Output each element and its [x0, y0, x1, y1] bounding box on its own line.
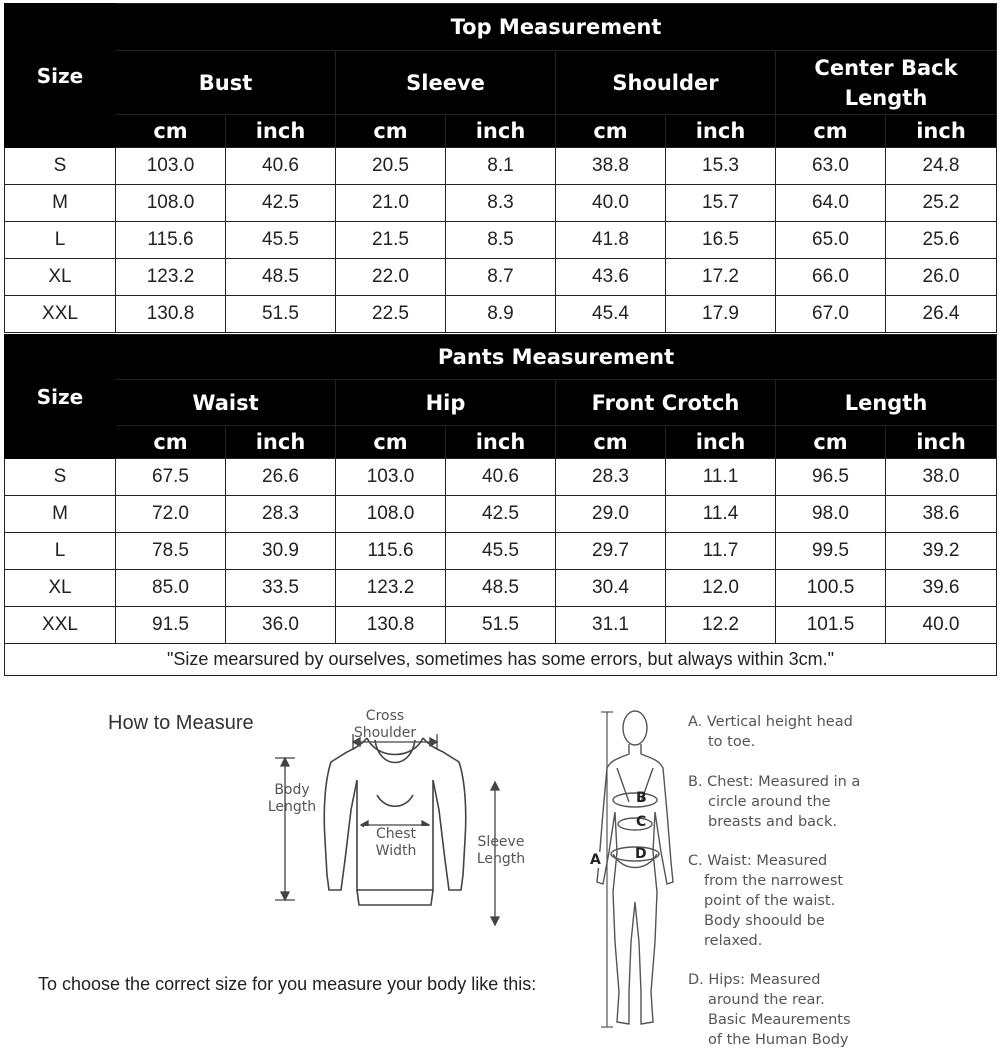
unit-header: inch — [226, 115, 336, 148]
table-cell: 15.3 — [666, 148, 776, 185]
unit-header: inch — [226, 426, 336, 459]
table-cell: 11.1 — [666, 459, 776, 496]
unit-header: cm — [776, 115, 886, 148]
sleeve-length-label: Sleeve Length — [476, 834, 526, 867]
table-cell: 26.4 — [886, 296, 997, 333]
table-cell: 108.0 — [336, 496, 446, 533]
table-row — [5, 296, 997, 333]
table-cell: 21.5 — [336, 222, 446, 259]
table-cell: 130.8 — [336, 607, 446, 644]
table-cell: 31.1 — [556, 607, 666, 644]
how-to-measure-title: How to Measure — [108, 712, 254, 734]
human-body-icon — [585, 702, 685, 1042]
size-cell: S — [5, 148, 116, 185]
unit-header: inch — [886, 115, 997, 148]
table-cell: 115.6 — [336, 533, 446, 570]
table-cell: 38.8 — [556, 148, 666, 185]
table-cell: 40.6 — [226, 148, 336, 185]
table-cell: 25.2 — [886, 185, 997, 222]
table-cell: 28.3 — [556, 459, 666, 496]
table-cell: 12.0 — [666, 570, 776, 607]
table-cell: 103.0 — [336, 459, 446, 496]
column-group-header: Length — [776, 380, 997, 426]
column-group-header: Bust — [116, 51, 336, 115]
table-cell: 17.9 — [666, 296, 776, 333]
table-cell: 33.5 — [226, 570, 336, 607]
table-cell: 29.0 — [556, 496, 666, 533]
table-cell: 130.8 — [116, 296, 226, 333]
unit-header: inch — [666, 115, 776, 148]
table-cell: 100.5 — [776, 570, 886, 607]
table-cell: 115.6 — [116, 222, 226, 259]
body-point-b: B — [636, 790, 647, 806]
unit-header: cm — [116, 426, 226, 459]
table-cell: 15.7 — [666, 185, 776, 222]
unit-header: inch — [886, 426, 997, 459]
table-cell: 51.5 — [226, 296, 336, 333]
table-cell: 65.0 — [776, 222, 886, 259]
table-cell: 123.2 — [336, 570, 446, 607]
table-cell: 24.8 — [886, 148, 997, 185]
body-point-d: D — [635, 846, 647, 862]
size-cell: L — [5, 533, 116, 570]
note-b: B. Chest: Measured in a circle around the breasts and back. — [688, 774, 861, 830]
table-row — [5, 533, 997, 570]
table-cell: 42.5 — [226, 185, 336, 222]
table-cell: 39.6 — [886, 570, 997, 607]
column-group-header: Hip — [336, 380, 556, 426]
table-cell: 103.0 — [116, 148, 226, 185]
size-cell: M — [5, 185, 116, 222]
table-row — [5, 222, 997, 259]
table-cell: 67.5 — [116, 459, 226, 496]
table-cell: 8.3 — [446, 185, 556, 222]
column-group-header: Waist — [116, 380, 336, 426]
unit-header: inch — [446, 426, 556, 459]
table-cell: 28.3 — [226, 496, 336, 533]
table-cell: 72.0 — [116, 496, 226, 533]
column-group-header: Sleeve — [336, 51, 556, 115]
size-cell: XXL — [5, 296, 116, 333]
table-row — [5, 607, 997, 644]
size-header: Size — [5, 335, 116, 459]
table-row — [5, 459, 997, 496]
unit-header: inch — [666, 426, 776, 459]
table-cell: 108.0 — [116, 185, 226, 222]
table-cell: 98.0 — [776, 496, 886, 533]
table-cell: 21.0 — [336, 185, 446, 222]
column-group-header: Center Back Length — [776, 51, 997, 115]
table-cell: 30.4 — [556, 570, 666, 607]
unit-header: cm — [776, 426, 886, 459]
size-cell: S — [5, 459, 116, 496]
table-cell: 39.2 — [886, 533, 997, 570]
table-cell: 48.5 — [226, 259, 336, 296]
table-title: Pants Measurement — [116, 335, 997, 380]
body-length-label: Body Length — [267, 782, 317, 815]
size-header: Size — [5, 4, 116, 148]
table-cell: 22.0 — [336, 259, 446, 296]
table-cell: 26.0 — [886, 259, 997, 296]
table-cell: 20.5 — [336, 148, 446, 185]
sweatshirt-outline-icon — [324, 738, 466, 905]
table-cell: 64.0 — [776, 185, 886, 222]
table-cell: 45.5 — [446, 533, 556, 570]
table-cell: 48.5 — [446, 570, 556, 607]
size-cell: XXL — [5, 607, 116, 644]
table-cell: 63.0 — [776, 148, 886, 185]
size-cell: XL — [5, 259, 116, 296]
table-row — [5, 259, 997, 296]
top-measurement-table — [4, 3, 997, 333]
unit-header: inch — [446, 115, 556, 148]
table-cell: 8.7 — [446, 259, 556, 296]
table-cell: 78.5 — [116, 533, 226, 570]
table-cell: 12.2 — [666, 607, 776, 644]
table-cell: 45.5 — [226, 222, 336, 259]
column-group-header: Shoulder — [556, 51, 776, 115]
table-cell: 42.5 — [446, 496, 556, 533]
table-cell: 43.6 — [556, 259, 666, 296]
table-row — [5, 570, 997, 607]
note-c: C. Waist: Measured from the narrowest point of the waist. Body shoould be relaxed. — [688, 853, 844, 949]
table-cell: 66.0 — [776, 259, 886, 296]
pants-measurement-table — [4, 334, 997, 676]
table-cell: 30.9 — [226, 533, 336, 570]
unit-header: cm — [556, 426, 666, 459]
table-cell: 45.4 — [556, 296, 666, 333]
table-cell: 99.5 — [776, 533, 886, 570]
table-cell: 8.9 — [446, 296, 556, 333]
unit-header: cm — [556, 115, 666, 148]
table-cell: 11.4 — [666, 496, 776, 533]
table-cell: 26.6 — [226, 459, 336, 496]
table-cell: 123.2 — [116, 259, 226, 296]
table-cell: 36.0 — [226, 607, 336, 644]
table-cell: 8.1 — [446, 148, 556, 185]
table-cell: 16.5 — [666, 222, 776, 259]
unit-header: cm — [116, 115, 226, 148]
unit-header: cm — [336, 426, 446, 459]
chest-width-label: Chest Width — [364, 826, 428, 860]
body-point-a: A — [590, 852, 601, 868]
cross-shoulder-label: Cross Shoulder — [353, 708, 417, 741]
table-cell: 85.0 — [116, 570, 226, 607]
table-cell: 67.0 — [776, 296, 886, 333]
table-cell: 38.6 — [886, 496, 997, 533]
size-cell: XL — [5, 570, 116, 607]
table-cell: 22.5 — [336, 296, 446, 333]
table-cell: 25.6 — [886, 222, 997, 259]
table-row — [5, 185, 997, 222]
table-cell: 41.8 — [556, 222, 666, 259]
table-cell: 40.0 — [886, 607, 997, 644]
table-cell: 29.7 — [556, 533, 666, 570]
choose-size-instruction: To choose the correct size for you measure your body like this: — [38, 974, 537, 994]
table-cell: 38.0 — [886, 459, 997, 496]
table-cell: 8.5 — [446, 222, 556, 259]
table-row — [5, 148, 997, 185]
table-cell: 17.2 — [666, 259, 776, 296]
note-a: A. Vertical height head to toe. — [688, 714, 853, 750]
table-cell: 96.5 — [776, 459, 886, 496]
body-point-c: C — [636, 814, 647, 830]
size-cell: M — [5, 496, 116, 533]
table-cell: 40.0 — [556, 185, 666, 222]
unit-header: cm — [336, 115, 446, 148]
table-row — [5, 496, 997, 533]
table-title: Top Measurement — [116, 4, 997, 51]
table-cell: 101.5 — [776, 607, 886, 644]
size-cell: L — [5, 222, 116, 259]
column-group-header: Front Crotch — [556, 380, 776, 426]
table-cell: 11.7 — [666, 533, 776, 570]
table-cell: 91.5 — [116, 607, 226, 644]
table-cell: 40.6 — [446, 459, 556, 496]
note-d: D. Hips: Measured around the rear. Basic Meaurements of the Human Body — [688, 972, 851, 1048]
table-cell: 51.5 — [446, 607, 556, 644]
measurement-note: "Size mearsured by ourselves, sometimes has some errors, but always within 3cm." — [5, 644, 997, 676]
